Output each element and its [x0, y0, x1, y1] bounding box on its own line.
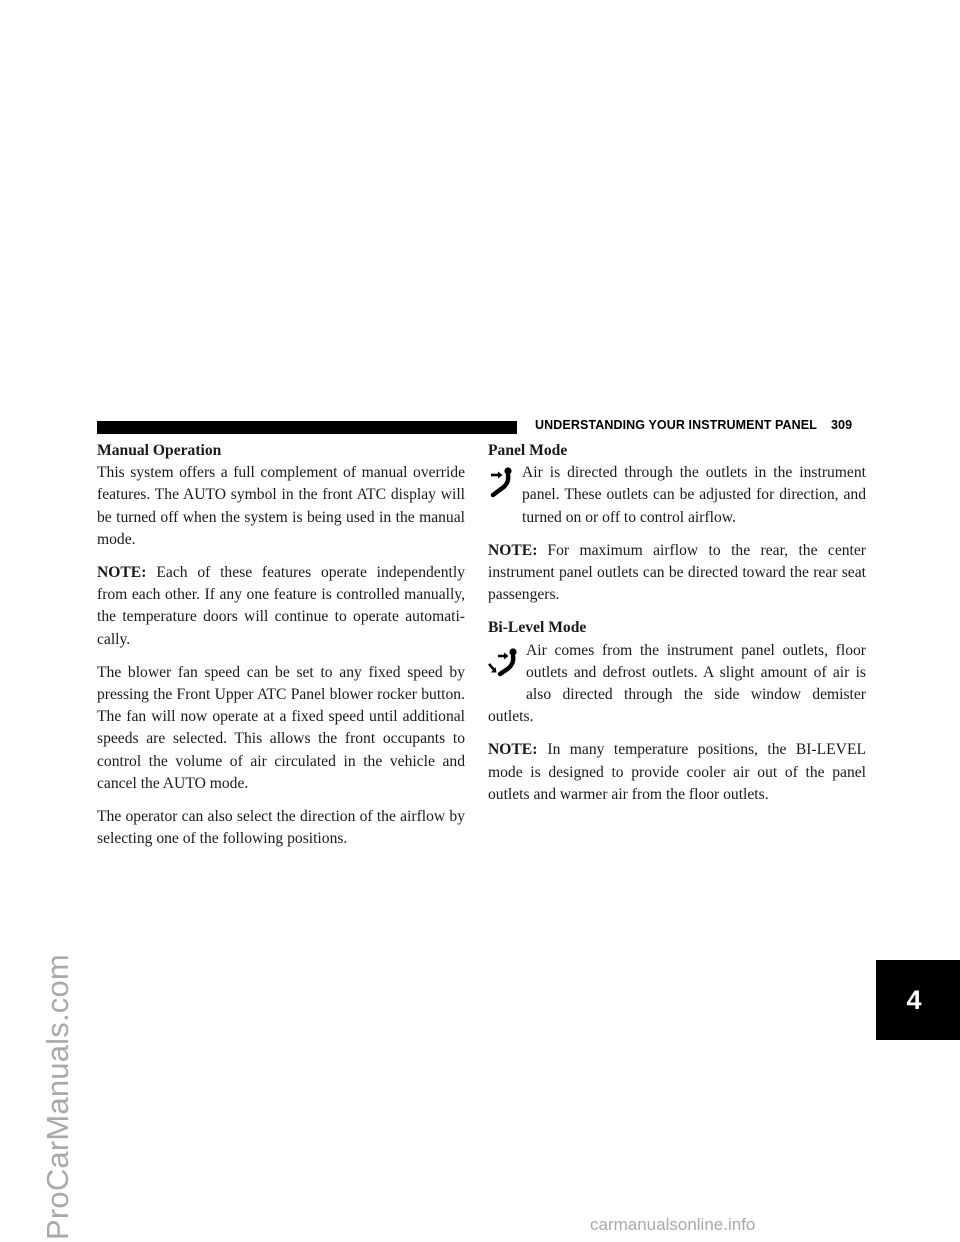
panel-mode-icon [488, 466, 516, 508]
side-watermark [4, 540, 75, 1240]
panel-note-paragraph [488, 540, 866, 607]
airflow-paragraph: The operator can also select the direction of the airflow by selecting one of the following positions. [97, 808, 465, 848]
manual-operation-heading: Manual Operation [97, 442, 222, 459]
note-text: Each of these features operate independently from each other. If any one feature is controlled manually, the temperature doors will continue to operate automatically. [97, 564, 465, 648]
header-title: UNDERSTANDING YOUR INSTRUMENT PANEL [535, 418, 817, 432]
panel-note-label: NOTE: [488, 541, 538, 559]
footer-watermark: carmanualsonline.info [590, 1215, 756, 1234]
blower-paragraph: The blower fan speed can be set to any fixed speed by pressing the Front Upper ATC Panel blower rocker button. The fan will now operate at a fixed speed until additional speeds are selected. This allows the front occupants to control the volume of air circulated in the vehicle and cancel the AUTO mode. [97, 663, 465, 792]
panel-mode-heading: Panel Mode [488, 442, 568, 459]
bi-level-note-text: In many temperature positions, the BI-LEVEL mode is designed to provide cooler air out of the panel outlets and warmer air from the floor outlets. [488, 741, 866, 803]
running-header [535, 418, 852, 432]
bi-level-mode-text: Air comes from the instrument panel outlets, floor outlets and defrost outlets. A slight amount of air is also directed through the side window demister outlets. [488, 641, 866, 726]
side-watermark-text: ProCarManuals.com [40, 954, 75, 1240]
manual-operation-paragraph: This system offers a full complement of manual override features. The AUTO symbol in the front ATC display will be turned off when the system is being used in the manual mode. [97, 464, 465, 548]
bi-level-note-label: NOTE: [488, 741, 538, 759]
bi-level-mode-paragraph [488, 640, 866, 729]
header-bar [97, 421, 517, 434]
right-column [488, 440, 866, 817]
left-column [97, 440, 465, 861]
panel-mode-text: Air is directed through the outlets in the instrument panel. These outlets can be adjusted for direction, and turned on or off to control airflow. [522, 464, 866, 526]
chapter-number: 4 [906, 984, 922, 1015]
panel-mode-paragraph [488, 462, 866, 529]
note-label: NOTE: [97, 564, 147, 582]
bi-level-mode-icon [488, 644, 520, 686]
bi-level-note-paragraph [488, 739, 866, 806]
bi-level-mode-heading: Bi-Level Mode [488, 619, 587, 637]
page-number: 309 [830, 418, 853, 432]
chapter-tab [876, 960, 960, 1040]
note-paragraph [97, 562, 465, 651]
panel-note-text: For maximum airflow to the rear, the center instrument panel outlets can be directed toward the rear seat passengers. [488, 541, 866, 604]
